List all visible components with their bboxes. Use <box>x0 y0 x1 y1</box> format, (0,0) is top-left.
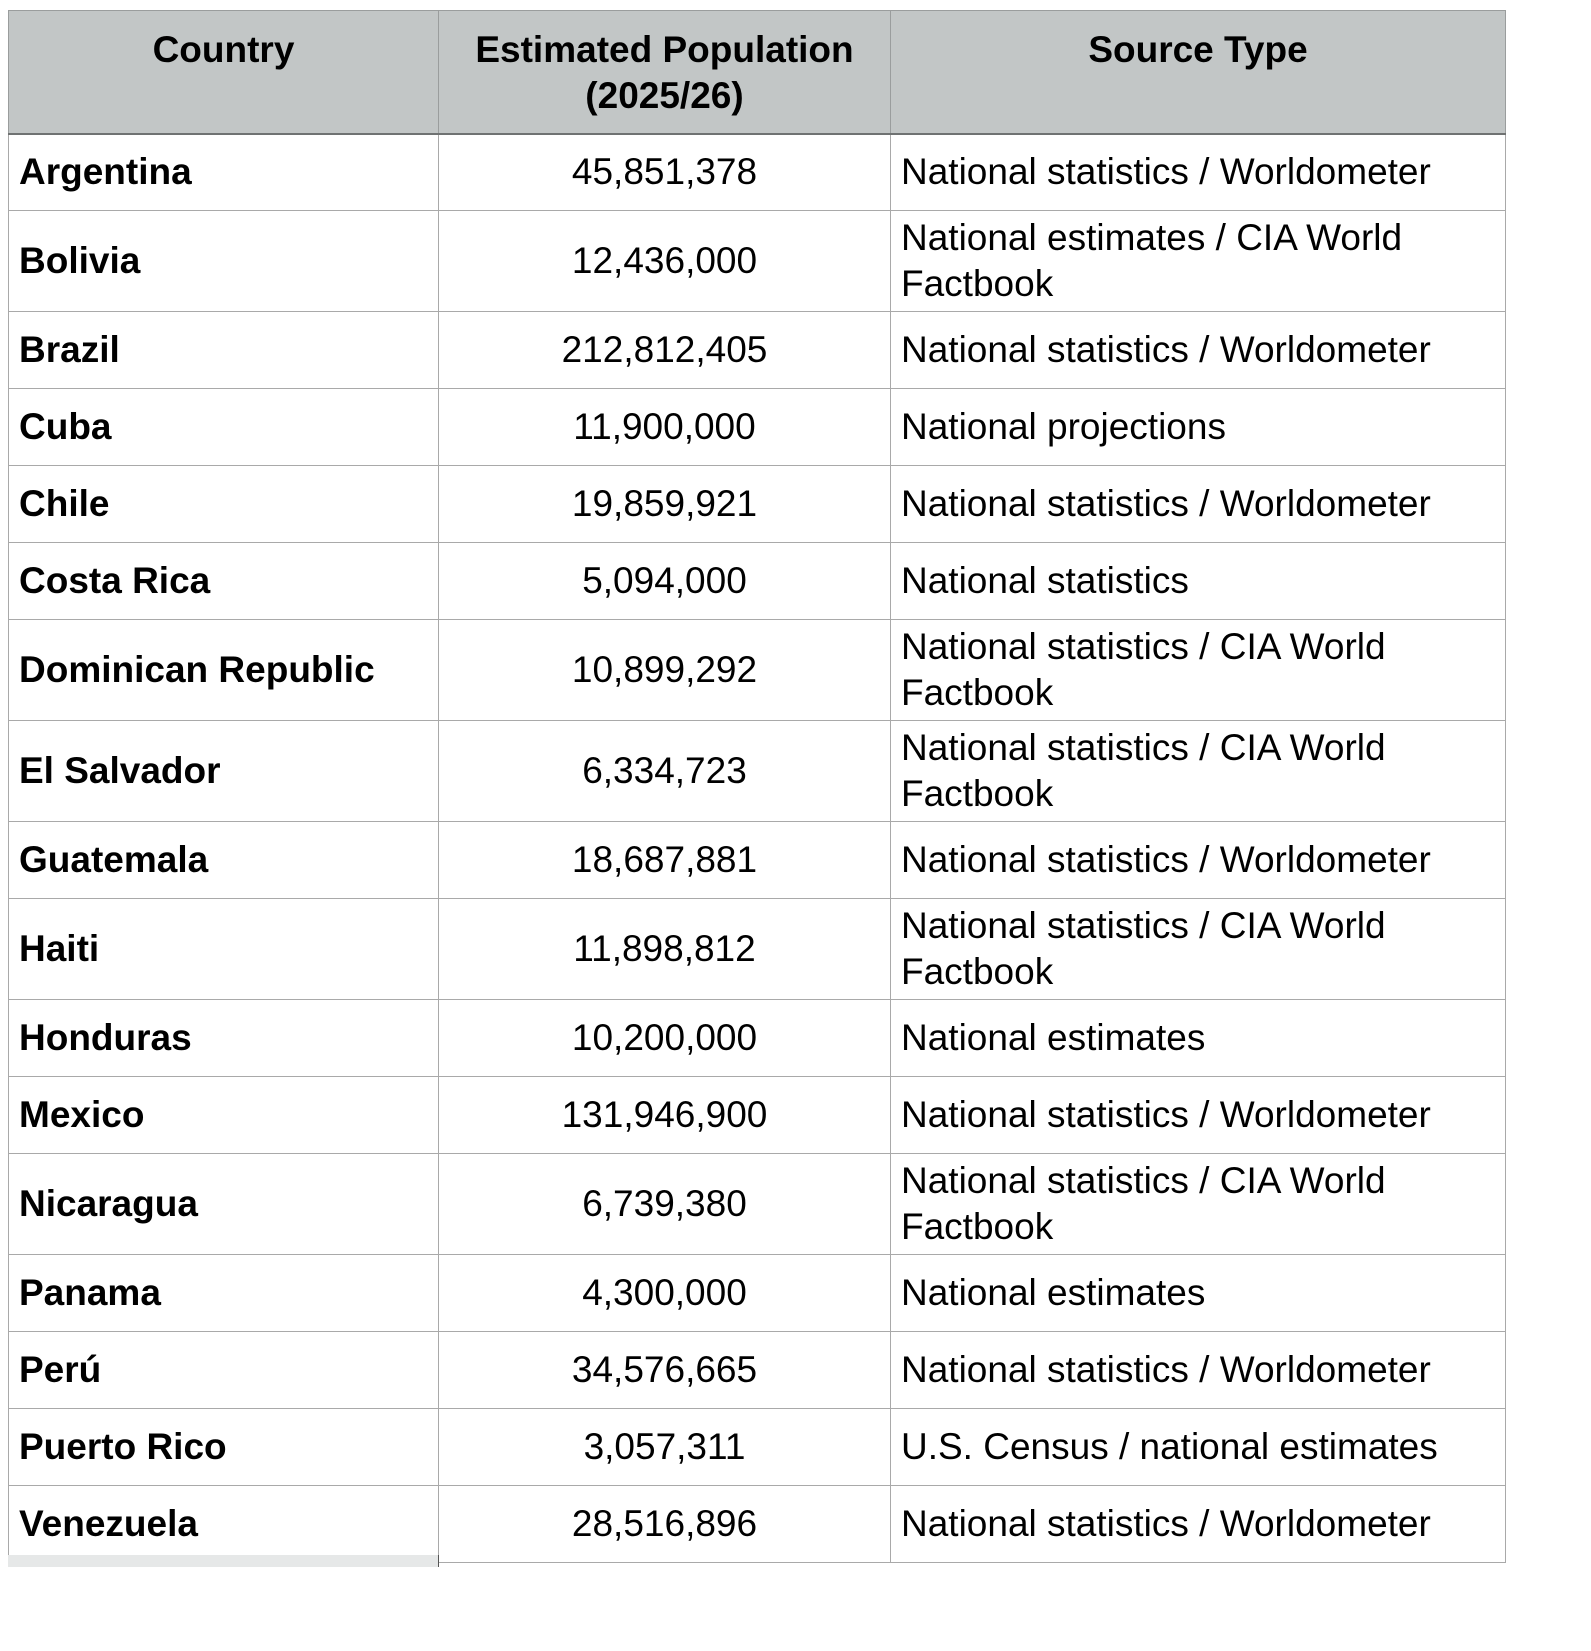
country-cell: Guatemala <box>9 822 439 899</box>
header-population <box>439 11 891 134</box>
country-cell: Puerto Rico <box>9 1409 439 1486</box>
source-cell: National statistics / Worldometer <box>891 1486 1506 1563</box>
source-cell: National statistics / Worldometer <box>891 312 1506 389</box>
table-row <box>9 1154 1506 1255</box>
country-cell: Mexico <box>9 1077 439 1154</box>
source-cell: National statistics / Worldometer <box>891 466 1506 543</box>
source-cell: National statistics / CIA World Factbook <box>891 899 1506 1000</box>
country-cell: Argentina <box>9 134 439 211</box>
country-cell: Perú <box>9 1332 439 1409</box>
population-cell: 11,900,000 <box>439 389 891 466</box>
population-cell: 4,300,000 <box>439 1255 891 1332</box>
table-row <box>9 1486 1506 1563</box>
population-cell: 18,687,881 <box>439 822 891 899</box>
country-cell: Costa Rica <box>9 543 439 620</box>
header-country-label: Country <box>152 29 295 70</box>
header-row <box>9 11 1506 134</box>
population-table <box>8 10 1506 1563</box>
country-cell: Venezuela <box>9 1486 439 1563</box>
table-row <box>9 466 1506 543</box>
country-cell: Haiti <box>9 899 439 1000</box>
source-cell: National statistics / CIA World Factbook <box>891 620 1506 721</box>
country-cell: Nicaragua <box>9 1154 439 1255</box>
source-cell: National statistics / Worldometer <box>891 1077 1506 1154</box>
source-cell: National estimates / CIA World Factbook <box>891 211 1506 312</box>
table-row <box>9 1332 1506 1409</box>
population-cell: 212,812,405 <box>439 312 891 389</box>
column-divider-fragment <box>438 1555 439 1567</box>
table-row <box>9 1077 1506 1154</box>
population-cell: 45,851,378 <box>439 134 891 211</box>
population-cell: 6,739,380 <box>439 1154 891 1255</box>
population-cell: 5,094,000 <box>439 543 891 620</box>
source-cell: National estimates <box>891 1000 1506 1077</box>
population-cell: 12,436,000 <box>439 211 891 312</box>
population-cell: 28,516,896 <box>439 1486 891 1563</box>
source-cell: National statistics / CIA World Factbook <box>891 721 1506 822</box>
next-row-fragment <box>8 1555 438 1567</box>
header-source-label: Source Type <box>1088 29 1308 70</box>
country-cell: Chile <box>9 466 439 543</box>
table-row <box>9 543 1506 620</box>
table-row <box>9 899 1506 1000</box>
source-cell: National statistics / CIA World Factbook <box>891 1154 1506 1255</box>
table-row <box>9 134 1506 211</box>
table-row <box>9 312 1506 389</box>
source-cell: National statistics / Worldometer <box>891 1332 1506 1409</box>
source-cell: National statistics / Worldometer <box>891 134 1506 211</box>
header-source <box>891 11 1506 134</box>
header-country <box>9 11 439 134</box>
table-row <box>9 620 1506 721</box>
population-cell: 10,899,292 <box>439 620 891 721</box>
source-cell: National statistics / Worldometer <box>891 822 1506 899</box>
population-cell: 10,200,000 <box>439 1000 891 1077</box>
country-cell: El Salvador <box>9 721 439 822</box>
country-cell: Panama <box>9 1255 439 1332</box>
country-cell: Cuba <box>9 389 439 466</box>
country-cell: Brazil <box>9 312 439 389</box>
table-row <box>9 1409 1506 1486</box>
population-cell: 19,859,921 <box>439 466 891 543</box>
source-cell: National statistics <box>891 543 1506 620</box>
source-cell: National projections <box>891 389 1506 466</box>
header-population-line2: (2025/26) <box>585 75 744 116</box>
source-cell: U.S. Census / national estimates <box>891 1409 1506 1486</box>
population-cell: 3,057,311 <box>439 1409 891 1486</box>
table-row <box>9 822 1506 899</box>
country-cell: Honduras <box>9 1000 439 1077</box>
table-row <box>9 211 1506 312</box>
country-cell: Bolivia <box>9 211 439 312</box>
table-row <box>9 1000 1506 1077</box>
header-population-line1: Estimated Population <box>475 29 854 70</box>
population-cell: 34,576,665 <box>439 1332 891 1409</box>
population-cell: 131,946,900 <box>439 1077 891 1154</box>
table-row <box>9 1255 1506 1332</box>
table-row <box>9 389 1506 466</box>
table-row <box>9 721 1506 822</box>
country-cell: Dominican Republic <box>9 620 439 721</box>
population-cell: 11,898,812 <box>439 899 891 1000</box>
population-cell: 6,334,723 <box>439 721 891 822</box>
source-cell: National estimates <box>891 1255 1506 1332</box>
